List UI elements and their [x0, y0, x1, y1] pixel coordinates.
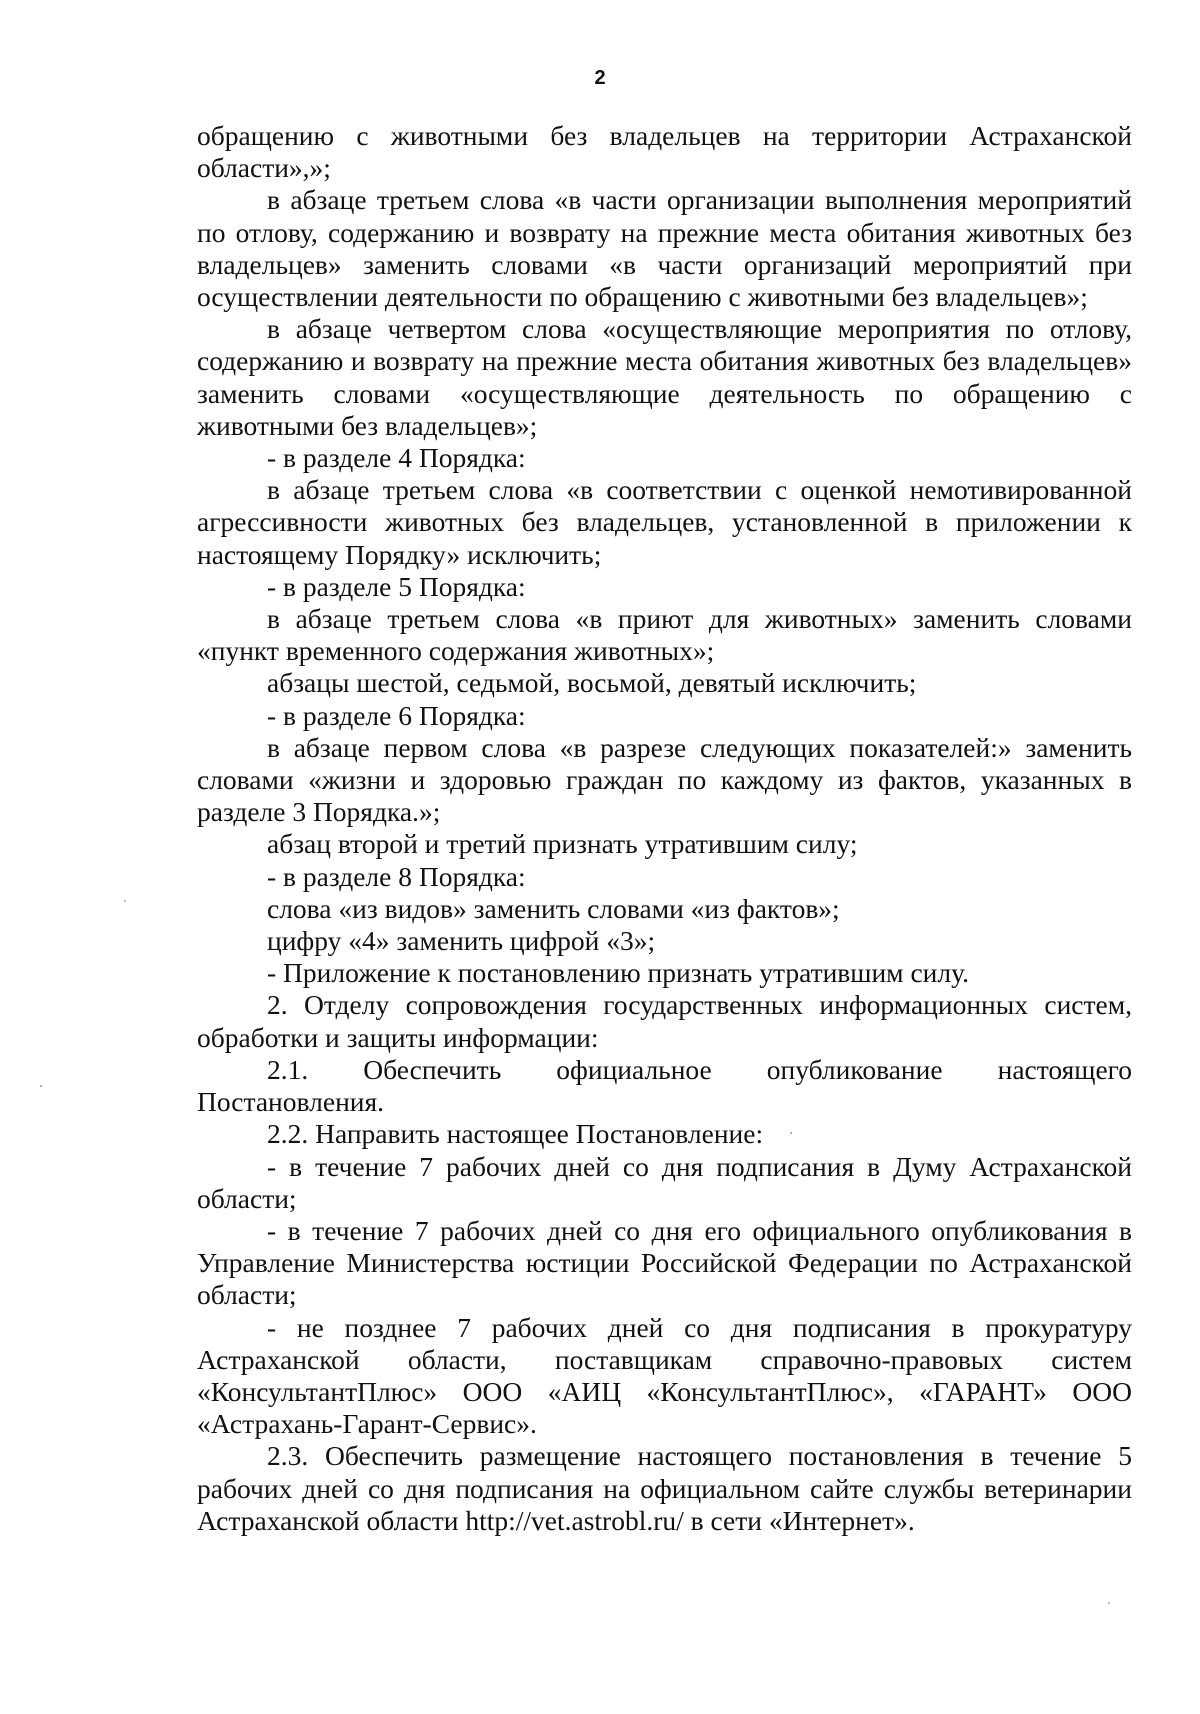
- paragraph: в абзаце третьем слова «в приют для животных» заменить словами «пункт временного содержания животных»;: [197, 603, 1132, 667]
- paragraph: - в течение 7 рабочих дней со дня его официального опубликования в Управление Министерства юстиции Российской Федерации по Астраханской области;: [197, 1214, 1132, 1311]
- scan-speck: [1108, 1602, 1110, 1604]
- paragraph: - в разделе 8 Порядка:: [267, 860, 526, 892]
- paragraph: - в разделе 4 Порядка:: [267, 442, 526, 474]
- paragraph: абзацы шестой, седьмой, восьмой, девятый исключить;: [267, 667, 917, 699]
- paragraph: - в разделе 5 Порядка:: [267, 570, 526, 602]
- paragraph: - не позднее 7 рабочих дней со дня подписания в прокуратуру Астраханской области, поставщикам справочно-правовых систем «КонсультантПлюс» ООО «АИЦ «КонсультантПлюс», «ГАРАНТ» ООО «Астрахань-Гарант-Сервис».: [197, 1311, 1132, 1440]
- paragraph: цифру «4» заменить цифрой «3»;: [267, 925, 656, 957]
- paragraph: абзац второй и третий признать утратившим силу;: [267, 828, 858, 860]
- paragraph-numbered: 2. Отделу сопровождения государственных информационных систем, обработки и защиты информации:: [197, 989, 1132, 1053]
- scan-speck: [124, 900, 126, 902]
- paragraph: обращению с животными без владельцев на территории Астраханской области»,»;: [197, 120, 1132, 184]
- paragraph: в абзаце третьем слова «в части организации выполнения мероприятий по отлову, содержанию и возврату на прежние места обитания животных без владельцев» заменить словами «в части организаций мероприятий при осуществлении деятельности по обращению с животными без владельцев»;: [197, 184, 1132, 313]
- paragraph: в абзаце третьем слова «в соответствии с оценкой немотивированной агрессивности животных без владельцев, установленной в приложении к настоящему Порядку» исключить;: [197, 474, 1132, 570]
- paragraph-numbered: 2.2. Направить настоящее Постановление:: [267, 1118, 764, 1150]
- paragraph: - в течение 7 рабочих дней со дня подписания в Думу Астраханской области;: [197, 1150, 1132, 1214]
- paragraph-numbered: 2.1. Обеспечить официальное опубликование настоящего Постановления.: [197, 1053, 1132, 1118]
- scan-speck: [40, 1085, 42, 1087]
- paragraph: в абзаце четвертом слова «осуществляющие мероприятия по отлову, содержанию и возврату на прежние места обитания животных без владельцев» заменить словами «осуществляющие деятельность по обращению с животными без владельцев»;: [197, 313, 1132, 441]
- paragraph: - Приложение к постановлению признать утратившим силу.: [267, 957, 969, 989]
- document-body: [197, 120, 1132, 1537]
- scan-speck: [790, 1132, 792, 1134]
- page-number: 2: [594, 67, 606, 89]
- paragraph: в абзаце первом слова «в разрезе следующих показателей:» заменить словами «жизни и здоровью граждан по каждому из фактов, указанных в разделе 3 Порядка.»;: [197, 731, 1132, 828]
- paragraph: - в разделе 6 Порядка:: [267, 699, 526, 731]
- paragraph-numbered: 2.3. Обеспечить размещение настоящего постановления в течение 5 рабочих дней со дня подписания на официальном сайте службы ветеринарии Астраханской области http://vet.astrobl.ru/ в сети «Интернет».: [197, 1440, 1132, 1536]
- paragraph: слова «из видов» заменить словами «из фактов»;: [267, 892, 840, 924]
